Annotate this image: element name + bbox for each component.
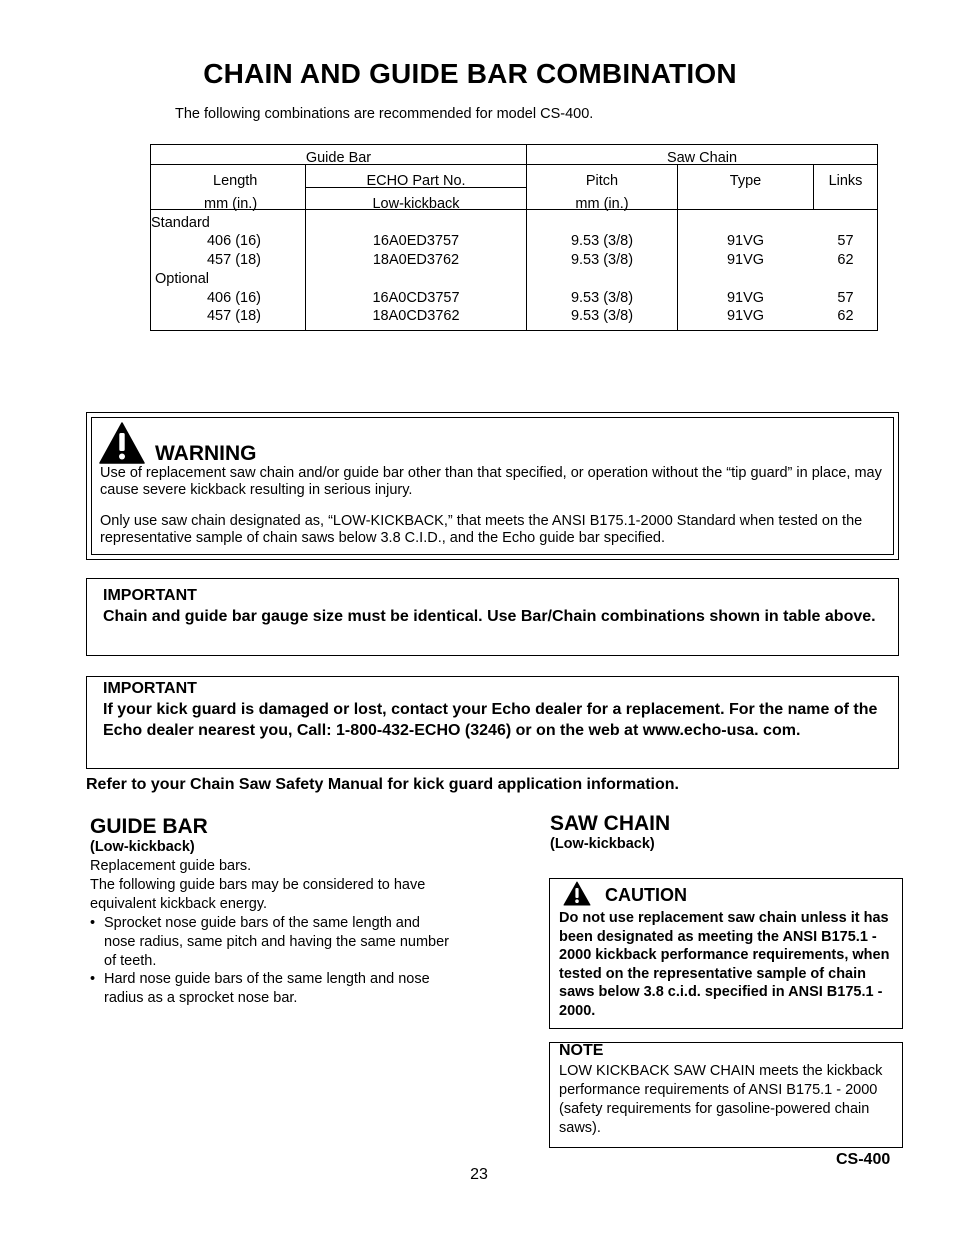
model-label: CS-400 [836, 1151, 891, 1168]
guide-bar-line-1: Replacement guide bars. [90, 858, 252, 874]
table-cell-part: 18A0ED3762 [372, 252, 460, 268]
table-cell-part: 18A0CD3762 [372, 308, 460, 324]
header-low-kickback: Low-kickback [372, 196, 460, 212]
warning-triangle-icon [99, 422, 145, 464]
table-cell-links: 57 [837, 290, 854, 306]
page-title: CHAIN AND GUIDE BAR COMBINATION [203, 58, 737, 89]
intro-text: The following combinations are recommended for model CS-400. [175, 106, 594, 122]
warning-text-1: Use of replacement saw chain and/or guide bar other than that specified, or operation without the “tip guard” in place, may cause severe kickback resulting in serious injury. [100, 465, 882, 498]
header-guide-bar: Guide Bar [305, 150, 372, 166]
table-cell-pitch: 9.53 (3/8) [570, 308, 634, 324]
table-cell-type: 91VG [726, 252, 765, 268]
combination-table [150, 144, 878, 331]
table-cell-length: 406 (16) [206, 233, 261, 249]
table-cell-length: 457 (18) [206, 308, 261, 324]
page-number: 23 [470, 1166, 488, 1183]
header-pitch-unit: mm (in.) [575, 196, 629, 212]
important-heading: IMPORTANT [103, 680, 197, 697]
warning-text-2: Only use saw chain designated as, “LOW-KICKBACK,” that meets the ANSI B175.1-2000 Standard when tested on the representative sample of chain saws below 3.8 C.I.D., and the Echo guide bar specified. [100, 513, 863, 546]
header-length-unit: mm (in.) [204, 196, 258, 212]
guide-bar-bullet-1: Sprocket nose guide bars of the same length and nose radius, same pitch and having the same number of teeth. [104, 915, 449, 969]
table-cell-length: 406 (16) [206, 290, 261, 306]
saw-chain-subheading: (Low-kickback) [550, 836, 655, 852]
section-standard: Standard [151, 215, 210, 231]
note-heading: NOTE [559, 1042, 604, 1059]
table-cell-part: 16A0CD3757 [372, 290, 460, 306]
guide-bar-bullet-2: Hard nose guide bars of the same length and nose radius as a sprocket nose bar. [104, 971, 430, 1006]
table-cell-pitch: 9.53 (3/8) [570, 252, 634, 268]
refer-text: Refer to your Chain Saw Safety Manual for kick guard application information. [86, 776, 679, 793]
table-cell-pitch: 9.53 (3/8) [570, 290, 634, 306]
table-cell-links: 62 [837, 252, 854, 268]
warning-heading: WARNING [155, 442, 257, 465]
important-heading: IMPORTANT [103, 587, 197, 604]
saw-chain-heading: SAW CHAIN [550, 812, 671, 835]
guide-bar-line-2: The following guide bars may be considered to have equivalent kickback energy. [90, 877, 426, 912]
important-text: Chain and guide bar gauge size must be identical. Use Bar/Chain combinations shown in table above. [103, 608, 876, 625]
caution-triangle-icon [563, 881, 591, 906]
section-optional: Optional [155, 271, 210, 287]
table-cell-links: 57 [837, 233, 854, 249]
header-type: Type [729, 173, 762, 189]
header-links: Links [828, 173, 863, 189]
table-cell-type: 91VG [726, 308, 765, 324]
bullet-marker: • [90, 915, 96, 931]
table-cell-type: 91VG [726, 290, 765, 306]
header-length: Length [213, 173, 258, 189]
important-text: If your kick guard is damaged or lost, contact your Echo dealer for a replacement. For the name of the Echo dealer nearest you, Call: 1-800-432-ECHO (3246) or on the web at www.echo-usa. com. [103, 701, 878, 739]
table-cell-part: 16A0ED3757 [372, 233, 460, 249]
table-cell-links: 62 [837, 308, 854, 324]
table-cell-type: 91VG [726, 233, 765, 249]
header-saw-chain: Saw Chain [666, 150, 738, 166]
header-pitch: Pitch [585, 173, 619, 189]
table-cell-length: 457 (18) [206, 252, 261, 268]
guide-bar-subheading: (Low-kickback) [90, 839, 195, 855]
bullet-marker: • [90, 971, 96, 987]
table-cell-pitch: 9.53 (3/8) [570, 233, 634, 249]
caution-heading: CAUTION [605, 885, 687, 905]
header-part-no: ECHO Part No. [366, 173, 466, 189]
caution-text: Do not use replacement saw chain unless it has been designated as meeting the ANSI B175.1 - 2000 kickback performance requirements, when tested on the representative sample of chain saws below 3.8 c.i.d. specified in ANSI B175.1 - 2000. [559, 910, 890, 1019]
guide-bar-heading: GUIDE BAR [90, 815, 208, 838]
note-text: LOW KICKBACK SAW CHAIN meets the kickback performance requirements of ANSI B175.1 - 2000 (safety requirements for gasoline-powered chain saws). [559, 1063, 883, 1136]
